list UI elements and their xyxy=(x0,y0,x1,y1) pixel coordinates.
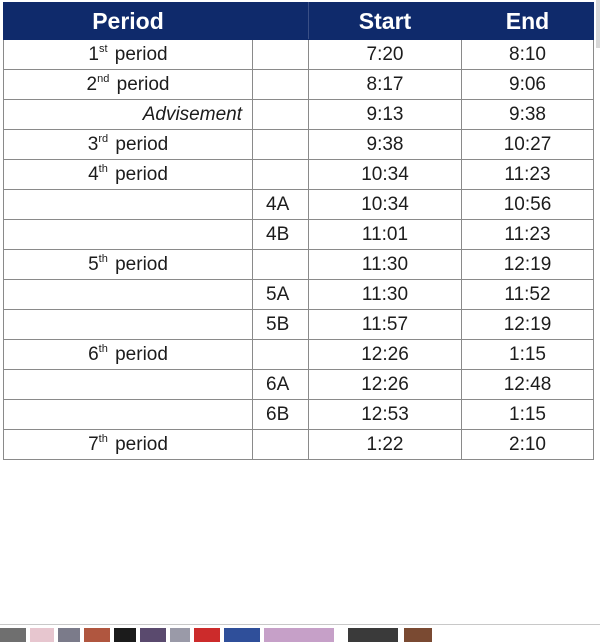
period-label: Advisement xyxy=(142,103,242,125)
table-row xyxy=(4,100,594,130)
start-time-cell: 8:17 xyxy=(309,70,462,100)
period-number: 5 xyxy=(88,253,99,275)
period-cell xyxy=(4,40,253,70)
period-label: period xyxy=(110,133,169,155)
table-row xyxy=(4,220,594,250)
start-time-cell: 11:30 xyxy=(309,250,462,280)
period-number: 4 xyxy=(88,163,99,185)
period-cell xyxy=(4,70,253,100)
subperiod-cell: 6B xyxy=(253,400,309,430)
period-number: 3 xyxy=(87,133,99,155)
table-row xyxy=(4,130,594,160)
period-cell xyxy=(4,310,253,340)
start-time-cell: 12:26 xyxy=(309,370,462,400)
thumb-6[interactable] xyxy=(140,628,166,642)
start-time-cell: 10:34 xyxy=(309,190,462,220)
bell-schedule-table xyxy=(3,2,594,460)
start-time-cell: 1:22 xyxy=(309,430,462,460)
end-time-cell: 12:19 xyxy=(462,310,594,340)
subperiod-cell xyxy=(253,100,309,130)
end-time-cell: 2:10 xyxy=(462,430,594,460)
end-time-cell: 10:27 xyxy=(462,130,594,160)
period-ordinal-suffix: th xyxy=(98,343,108,356)
start-time-cell: 11:57 xyxy=(309,310,462,340)
table-row xyxy=(4,160,594,190)
end-time-cell: 8:10 xyxy=(462,40,594,70)
header-period: Period xyxy=(4,3,253,40)
subperiod-cell xyxy=(253,130,309,160)
subperiod-cell xyxy=(253,430,309,460)
thumb-7[interactable] xyxy=(170,628,190,642)
end-time-cell: 11:23 xyxy=(462,220,594,250)
period-cell xyxy=(4,130,253,160)
start-time-cell: 12:53 xyxy=(309,400,462,430)
start-time-cell: 9:13 xyxy=(309,100,462,130)
end-time-cell: 12:19 xyxy=(462,250,594,280)
end-time-cell: 9:38 xyxy=(462,100,594,130)
table-row xyxy=(4,70,594,100)
table-row xyxy=(4,400,594,430)
period-number: 1 xyxy=(88,43,99,65)
period-ordinal-suffix: rd xyxy=(98,133,109,146)
period-ordinal-suffix: st xyxy=(98,43,108,56)
period-ordinal-suffix: th xyxy=(98,433,108,446)
subperiod-cell: 4B xyxy=(253,220,309,250)
period-cell xyxy=(4,190,253,220)
period-cell xyxy=(4,430,253,460)
start-time-cell: 12:26 xyxy=(309,340,462,370)
header-row xyxy=(4,3,594,40)
header-start: Start xyxy=(309,3,462,40)
end-time-cell: 10:56 xyxy=(462,190,594,220)
period-number: 2 xyxy=(86,73,98,95)
table-row xyxy=(4,250,594,280)
start-time-cell: 11:01 xyxy=(309,220,462,250)
period-cell xyxy=(4,160,253,190)
period-cell xyxy=(4,400,253,430)
table-row xyxy=(4,340,594,370)
subperiod-cell: 5B xyxy=(253,310,309,340)
thumb-8[interactable] xyxy=(194,628,220,642)
period-ordinal-suffix: th xyxy=(98,163,108,176)
table-row xyxy=(4,370,594,400)
period-label: period xyxy=(109,343,168,365)
subperiod-cell xyxy=(253,250,309,280)
thumb-9[interactable] xyxy=(224,628,260,642)
start-time-cell: 11:30 xyxy=(309,280,462,310)
period-label: period xyxy=(109,43,168,65)
schedule-body xyxy=(4,40,594,460)
thumb-11[interactable] xyxy=(348,628,398,642)
period-number: 6 xyxy=(88,343,99,365)
table-row xyxy=(4,310,594,340)
subperiod-cell: 6A xyxy=(253,370,309,400)
subperiod-cell: 4A xyxy=(253,190,309,220)
window-edge xyxy=(596,0,600,48)
period-label: period xyxy=(111,73,170,95)
table-row xyxy=(4,430,594,460)
subperiod-cell xyxy=(253,160,309,190)
period-ordinal-suffix: nd xyxy=(97,73,110,86)
end-time-cell: 12:48 xyxy=(462,370,594,400)
thumb-1[interactable] xyxy=(0,628,26,642)
end-time-cell: 1:15 xyxy=(462,340,594,370)
period-cell xyxy=(4,280,253,310)
thumbnail-strip xyxy=(0,624,600,642)
subperiod-cell xyxy=(253,40,309,70)
period-label: period xyxy=(109,253,168,275)
table-row xyxy=(4,190,594,220)
period-cell xyxy=(4,370,253,400)
thumb-2[interactable] xyxy=(30,628,54,642)
period-cell xyxy=(4,250,253,280)
start-time-cell: 9:38 xyxy=(309,130,462,160)
thumb-5[interactable] xyxy=(114,628,136,642)
period-cell xyxy=(4,100,253,130)
period-ordinal-suffix: th xyxy=(98,253,108,266)
end-time-cell: 9:06 xyxy=(462,70,594,100)
period-number: 7 xyxy=(88,433,99,455)
start-time-cell: 7:20 xyxy=(309,40,462,70)
header-subperiod xyxy=(253,3,309,40)
subperiod-cell xyxy=(253,70,309,100)
period-cell xyxy=(4,340,253,370)
thumb-3[interactable] xyxy=(58,628,80,642)
period-label: period xyxy=(109,433,168,455)
table-row xyxy=(4,280,594,310)
thumb-12[interactable] xyxy=(404,628,432,642)
table-row xyxy=(4,40,594,70)
start-time-cell: 10:34 xyxy=(309,160,462,190)
period-label: period xyxy=(109,163,168,185)
thumb-10[interactable] xyxy=(264,628,334,642)
subperiod-cell xyxy=(253,340,309,370)
thumb-4[interactable] xyxy=(84,628,110,642)
header-end: End xyxy=(462,3,594,40)
period-cell xyxy=(4,220,253,250)
subperiod-cell: 5A xyxy=(253,280,309,310)
end-time-cell: 11:23 xyxy=(462,160,594,190)
end-time-cell: 1:15 xyxy=(462,400,594,430)
end-time-cell: 11:52 xyxy=(462,280,594,310)
